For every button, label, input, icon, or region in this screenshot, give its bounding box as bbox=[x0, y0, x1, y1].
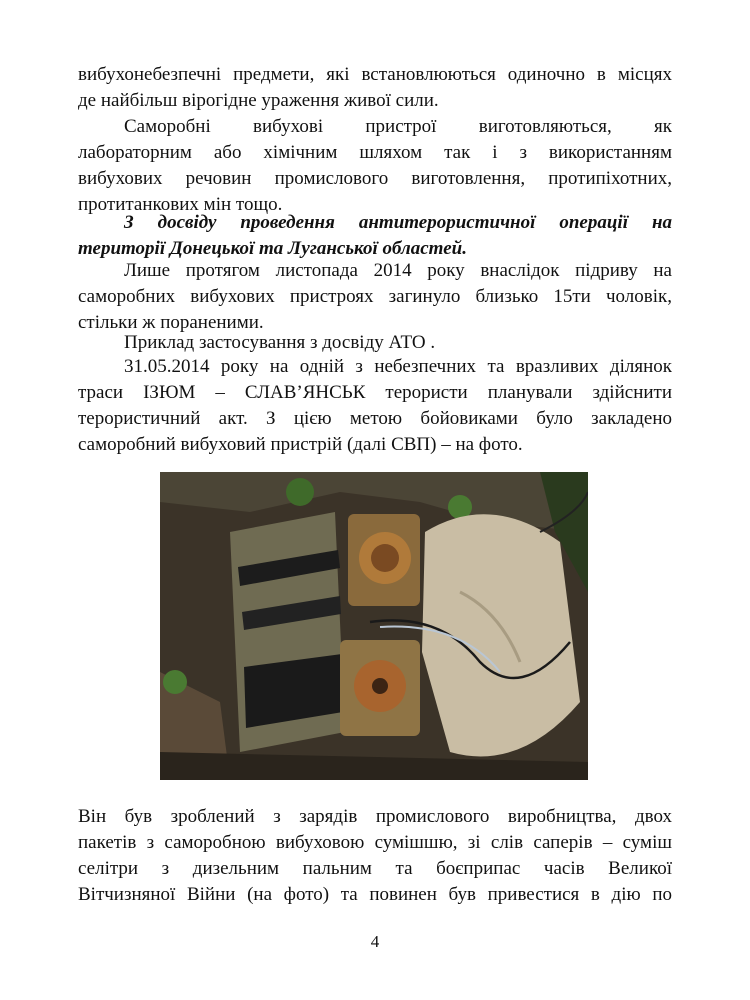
paragraph-5 bbox=[78, 330, 672, 356]
text-line: саморобний вибуховий пристрій (далі СВП) – на фото. bbox=[78, 434, 523, 455]
text-line: території Донецької та Луганської областей. bbox=[78, 238, 467, 259]
text-line: Приклад застосування з досвіду АТО . bbox=[124, 332, 436, 353]
text-line: стільки ж пораненими. bbox=[78, 312, 264, 333]
text-line: Він був зроблений з зарядів промислового виробництва, двох bbox=[78, 806, 672, 827]
section-heading bbox=[78, 210, 672, 262]
paragraph-7 bbox=[78, 804, 672, 908]
text-line: селітри з дизельним пальним та боєприпас часів Великої bbox=[78, 858, 672, 879]
ied-photo-illustration bbox=[160, 472, 588, 780]
paragraph-4 bbox=[78, 258, 672, 336]
text-line: Саморобні вибухові пристрої виготовляються, як bbox=[124, 116, 672, 137]
text-line: вибухових речовин промислового виготовлення, протипіхотних, bbox=[78, 168, 672, 189]
text-line: саморобних вибухових пристроях загинуло близько 15ти чоловік, bbox=[78, 286, 672, 307]
text-line: протитанкових мін тощо. bbox=[78, 194, 283, 215]
text-line: Вітчизняної Війни (на фото) та повинен був привестися в дію по bbox=[78, 884, 672, 905]
text-line: Лише протягом листопада 2014 року внаслідок підриву на bbox=[124, 260, 672, 281]
text-line: З досвіду проведення антитерористичної операції на bbox=[124, 212, 672, 233]
text-line: де найбільш вірогідне ураження живої сили. bbox=[78, 90, 439, 111]
paragraph-2 bbox=[78, 114, 672, 218]
text-line: траси ІЗЮМ – СЛАВ’ЯНСЬК терористи планували здійснити bbox=[78, 382, 672, 403]
paragraph-1 bbox=[78, 62, 672, 114]
paragraph-6 bbox=[78, 354, 672, 458]
text-line: терористичний акт. З цією метою бойовиками було закладено bbox=[78, 408, 672, 429]
text-line: пакетів з саморобною вибуховою сумішшю, зі слів саперів – суміш bbox=[78, 832, 672, 853]
page-number: 4 bbox=[370, 932, 380, 951]
ied-photo bbox=[160, 472, 588, 780]
text-line: 31.05.2014 року на одній з небезпечних та вразливих ділянок bbox=[124, 356, 672, 377]
text-line: вибухонебезпечні предмети, які встановлюються одиночно в місцях bbox=[78, 64, 672, 85]
text-line: лабораторним або хімічним шляхом так і з використанням bbox=[78, 142, 672, 163]
